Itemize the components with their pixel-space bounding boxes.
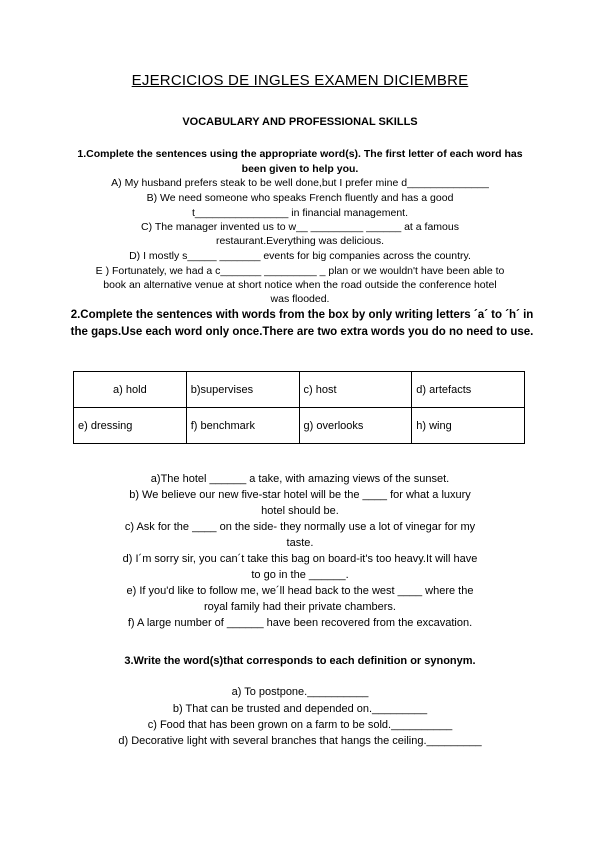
exercise-2-line: d) I´m sorry sir, you can´t take this bag on board-it's too heavy.It will have <box>122 553 478 565</box>
word-box-cell: f) benchmark <box>186 408 299 444</box>
document-title: EJERCICIOS DE INGLES EXAMEN DICIEMBRE <box>131 72 469 89</box>
word-box-cell: a) hold <box>74 372 187 408</box>
word-box-cell: g) overlooks <box>299 408 412 444</box>
exercise-2-line: b) We believe our new five-star hotel will be the ____ for what a luxury <box>129 489 471 501</box>
exercise-2-line: a)The hotel ______ a take, with amazing views of the sunset. <box>150 473 450 485</box>
exercise-1-line: B) We need someone who speaks French fluently and has a good <box>146 192 454 204</box>
word-box-row <box>74 408 525 444</box>
exercise-3-line: c) Food that has been grown on a farm to be sold.__________ <box>147 719 453 731</box>
exercise-1-instruction: 1.Complete the sentences using the appropriate word(s). The first letter of each word has been given to help you. <box>77 148 523 175</box>
exercise-1-line: E ) Fortunately, we had a c_______ _________ _ plan or we wouldn't have been able to <box>95 265 505 277</box>
exercise-1-line: t________________ in financial management. <box>191 207 408 219</box>
exercise-2-line: taste. <box>286 537 314 549</box>
exercise-2-line: royal family had their private chambers. <box>204 601 396 613</box>
exercise-1-line: book an alternative venue at short notice when the road outside the conference hotel <box>103 279 497 291</box>
section-subtitle: VOCABULARY AND PROFESSIONAL SKILLS <box>182 116 418 128</box>
exercise-3-line: a) To postpone.__________ <box>231 686 369 698</box>
word-box-table <box>73 371 525 444</box>
word-box-cell: h) wing <box>412 408 525 444</box>
exercise-2-instruction: 2.Complete the sentences with words from the box by only writing letters ´a´ to ´h´ in the gaps.Use each word only once.There are two extra words you do no need to use. <box>70 309 534 338</box>
exercise-2-line: to go in the ______. <box>251 569 349 581</box>
exercise-1-line: was flooded. <box>270 293 330 305</box>
exercise-1-line: C) The manager invented us to w__ _________ ______ at a famous <box>141 221 459 233</box>
exercise-2-line: e) If you'd like to follow me, we´ll head back to the west ____ where the <box>126 585 474 597</box>
exercise-2-line: hotel should be. <box>261 505 339 517</box>
word-box-cell: e) dressing <box>74 408 187 444</box>
exercise-1-line: A) My husband prefers steak to be well done,but I prefer mine d______________ <box>111 177 489 189</box>
exercise-2-line: f) A large number of ______ have been recovered from the excavation. <box>127 617 473 629</box>
exercise-1-line: restaurant.Everything was delicious. <box>215 235 385 247</box>
word-box-row <box>74 372 525 408</box>
exercise-2-line: c) Ask for the ____ on the side- they normally use a lot of vinegar for my <box>124 521 476 533</box>
word-box-cell: b)supervises <box>186 372 299 408</box>
word-box-cell: c) host <box>299 372 412 408</box>
exercise-3-line: d) Decorative light with several branches that hangs the ceiling._________ <box>118 735 482 747</box>
exercise-1-line: D) I mostly s_____ _______ events for big companies across the country. <box>129 250 471 262</box>
exercise-3-instruction: 3.Write the word(s)that corresponds to each definition or synonym. <box>124 655 476 667</box>
word-box-cell: d) artefacts <box>412 372 525 408</box>
exercise-3-line: b) That can be trusted and depended on._________ <box>172 703 428 715</box>
